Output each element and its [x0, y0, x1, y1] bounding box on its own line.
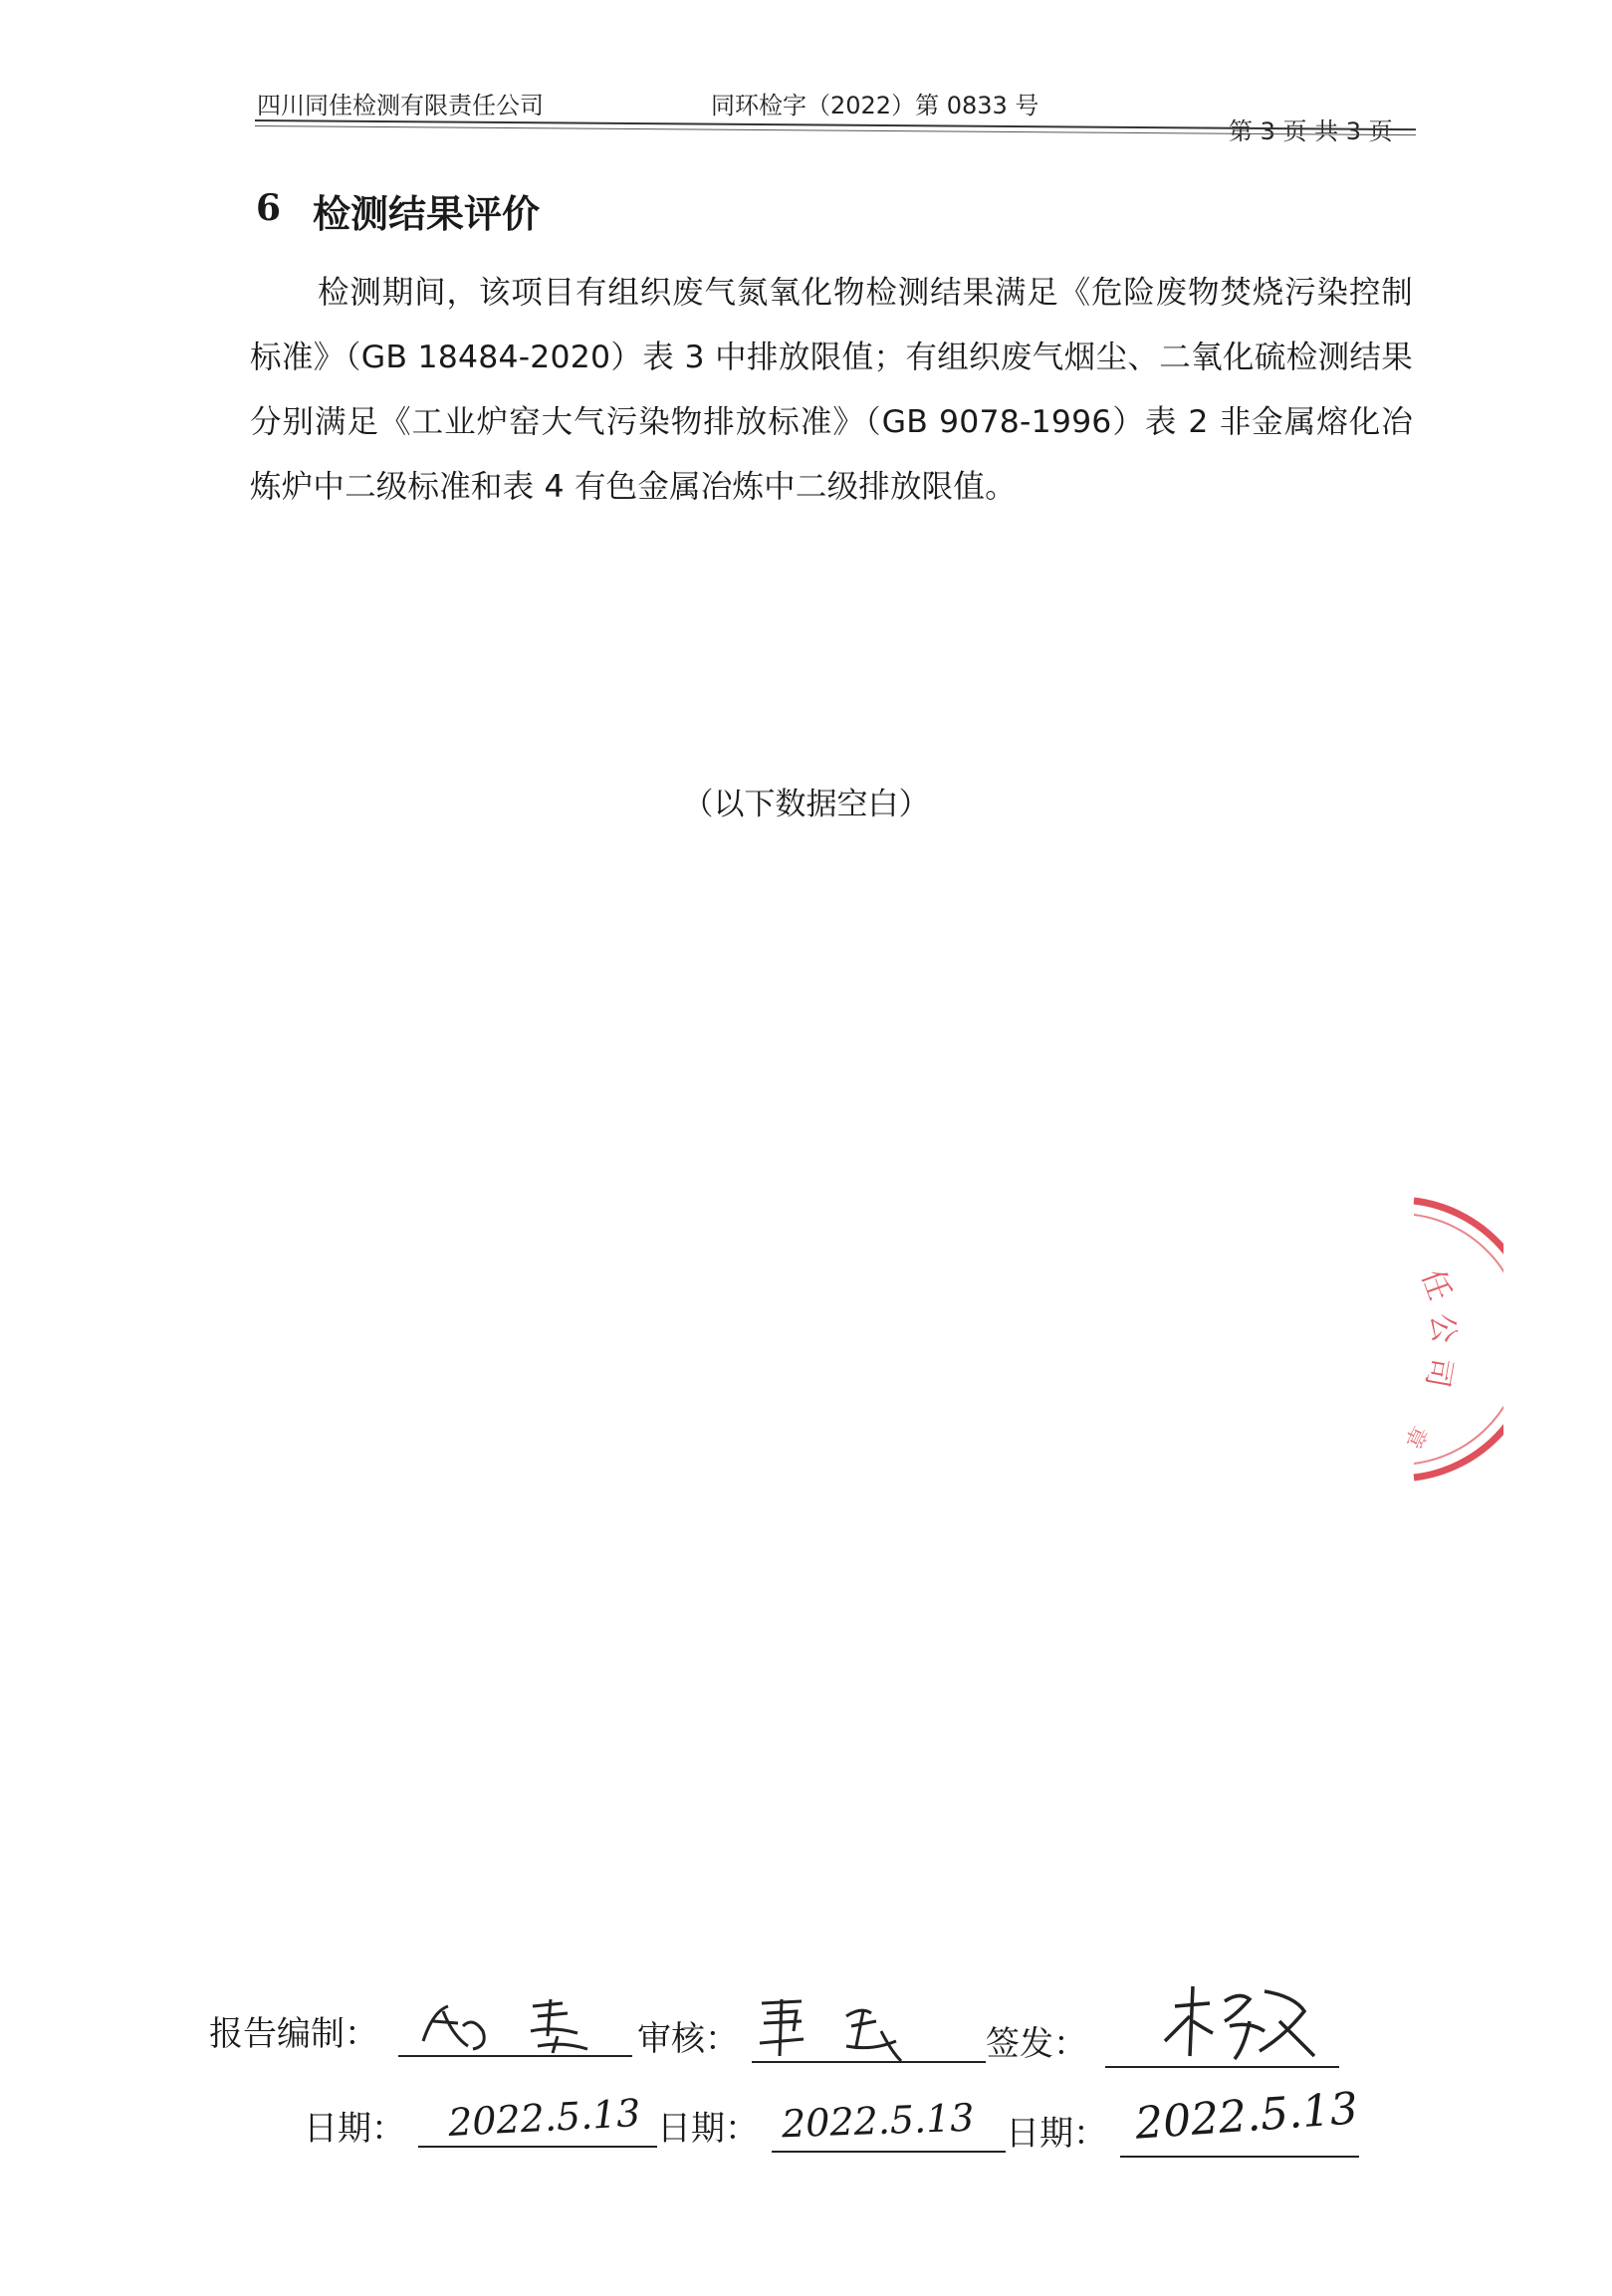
svg-text:司: 司 [1418, 1354, 1459, 1391]
official-seal-stamp [1374, 1195, 1503, 1484]
date-underline-3 [1120, 2156, 1359, 2158]
prepared-by-name: 赵 慧 [413, 1991, 416, 1992]
reviewed-by-handwritten-signature [752, 1991, 931, 2071]
date-underline-1 [418, 2146, 657, 2148]
header-page-indicator: 第 3 页 共 3 页 [1229, 117, 1393, 145]
reviewed-by-name: 覃 廷 [752, 1991, 755, 1992]
prepared-by-handwritten-signature [413, 1991, 622, 2061]
header-document-number: 同环检字（2022）第 0833 号 [711, 92, 1039, 119]
section-number: 6 [256, 187, 282, 229]
svg-text:章: 章 [1399, 1421, 1432, 1452]
prepared-by-label: 报告编制： [209, 2014, 378, 2054]
blank-data-note: （以下数据空白） [682, 787, 930, 822]
issued-by-name: 杨 光 [1155, 1981, 1158, 1982]
header-company-name: 四川同佳检测有限责任公司 [257, 92, 544, 119]
date-label-2: 日期： [657, 2109, 759, 2149]
date-value-1: 2022.5.13 [446, 2090, 642, 2146]
date-underline-2 [772, 2151, 1006, 2153]
issue-label: 签发： [986, 2024, 1087, 2064]
date-value-3: 2022.5.13 [1133, 2083, 1360, 2150]
issued-by-handwritten-signature [1155, 1981, 1324, 2071]
date-label-1: 日期： [304, 2109, 405, 2149]
section-title: 检测结果评价 [313, 192, 541, 236]
svg-text:任: 任 [1414, 1264, 1458, 1305]
date-value-2: 2022.5.13 [781, 2095, 976, 2147]
review-label: 审核： [637, 2019, 739, 2059]
svg-text:公: 公 [1424, 1311, 1462, 1345]
evaluation-paragraph: 检测期间，该项目有组织废气氮氧化物检测结果满足《危险废物焚烧污染控制标准》（GB 18484-2020）表 3 中排放限值；有组织废气烟尘、二氧化硫检测结果分别满足《工业炉窑大气污染物排放标准》（GB 9078-1996）表 2 非金属熔化冶炼炉中二级标准和表 4 有色金属冶炼中二级排放限值。 [250, 275, 1413, 505]
date-label-3: 日期： [1006, 2114, 1107, 2154]
